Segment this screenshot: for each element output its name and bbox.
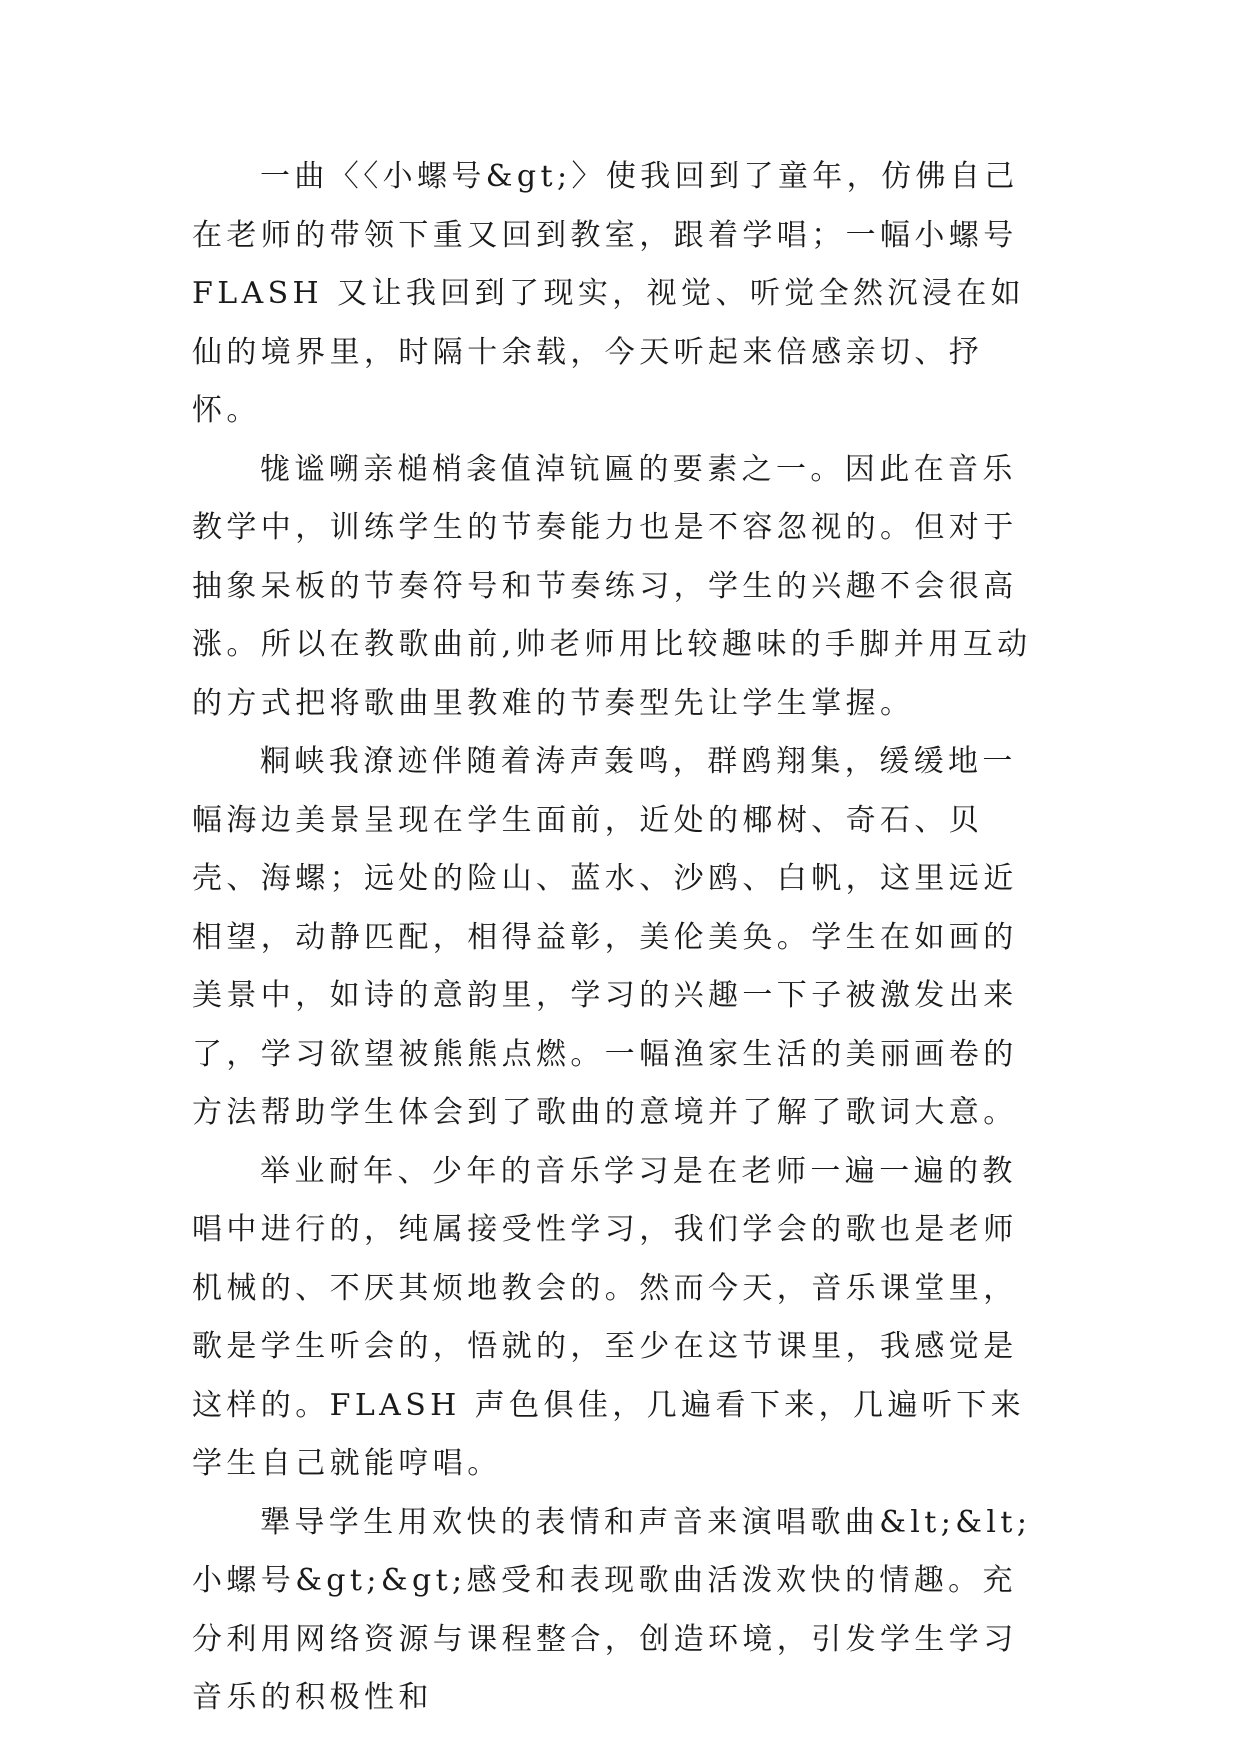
- paragraph-3: 粡峡我潦迹伴随着涛声轰鸣，群鸥翔集，缓缓地一幅海边美景呈现在学生面前，近处的椰树、奇石、贝壳、海螺；远处的险山、蓝水、沙鸥、白帆，这里远近相望，动静匹配，相得益彰，美伦美奂。学生在如画的美景中，如诗的意韵里，学习的兴趣一下子被激发出来了，学习欲望被熊熊点燃。一幅渔家生活的美丽画卷的方法帮助学生体会到了歌曲的意境并了解了歌词大意。: [192, 744, 1018, 1130]
- paragraph-5: 犟导学生用欢快的表情和声音来演唱歌曲&lt;&lt;小螺号&gt;&gt;感受和表现歌曲活泼欢快的情趣。充分利用网络资源与课程整合，创造环境，引发学生学习音乐的积极性和: [192, 1504, 1032, 1715]
- paragraph-1: 一曲〈〈小螺号&gt;〉使我回到了童年，仿佛自己在老师的带领下重又回到教室，跟着学唱；一幅小螺号 FLASH 又让我回到了现实，视觉、听觉全然沉浸在如仙的境界里，时隔十余载，今天听起来倍感亲切、抒怀。: [192, 159, 1026, 428]
- paragraph-2: 牻谧嗍亲槌梢衾值淖钪匾的要素之一。因此在音乐教学中，训练学生的节奏能力也是不容忽视的。但对于抽象呆板的节奏符号和节奏练习，学生的兴趣不会很高涨。所以在教歌曲前,帅老师用比较趣味的手脚并用互动的方式把将歌曲里教难的节奏型先让学生掌握。: [192, 451, 1032, 721]
- paragraph-4: 举业耐年、少年的音乐学习是在老师一遍一遍的教唱中进行的，纯属接受性学习，我们学会的歌也是老师机械的、不厌其烦地教会的。然而今天，音乐课堂里，歌是学生听会的，悟就的，至少在这节课里，我感觉是这样的。FLASH 声色俱佳，几遍看下来，几遍听下来学生自己就能哼唱。: [192, 1153, 1026, 1481]
- document-body: [192, 148, 1048, 1728]
